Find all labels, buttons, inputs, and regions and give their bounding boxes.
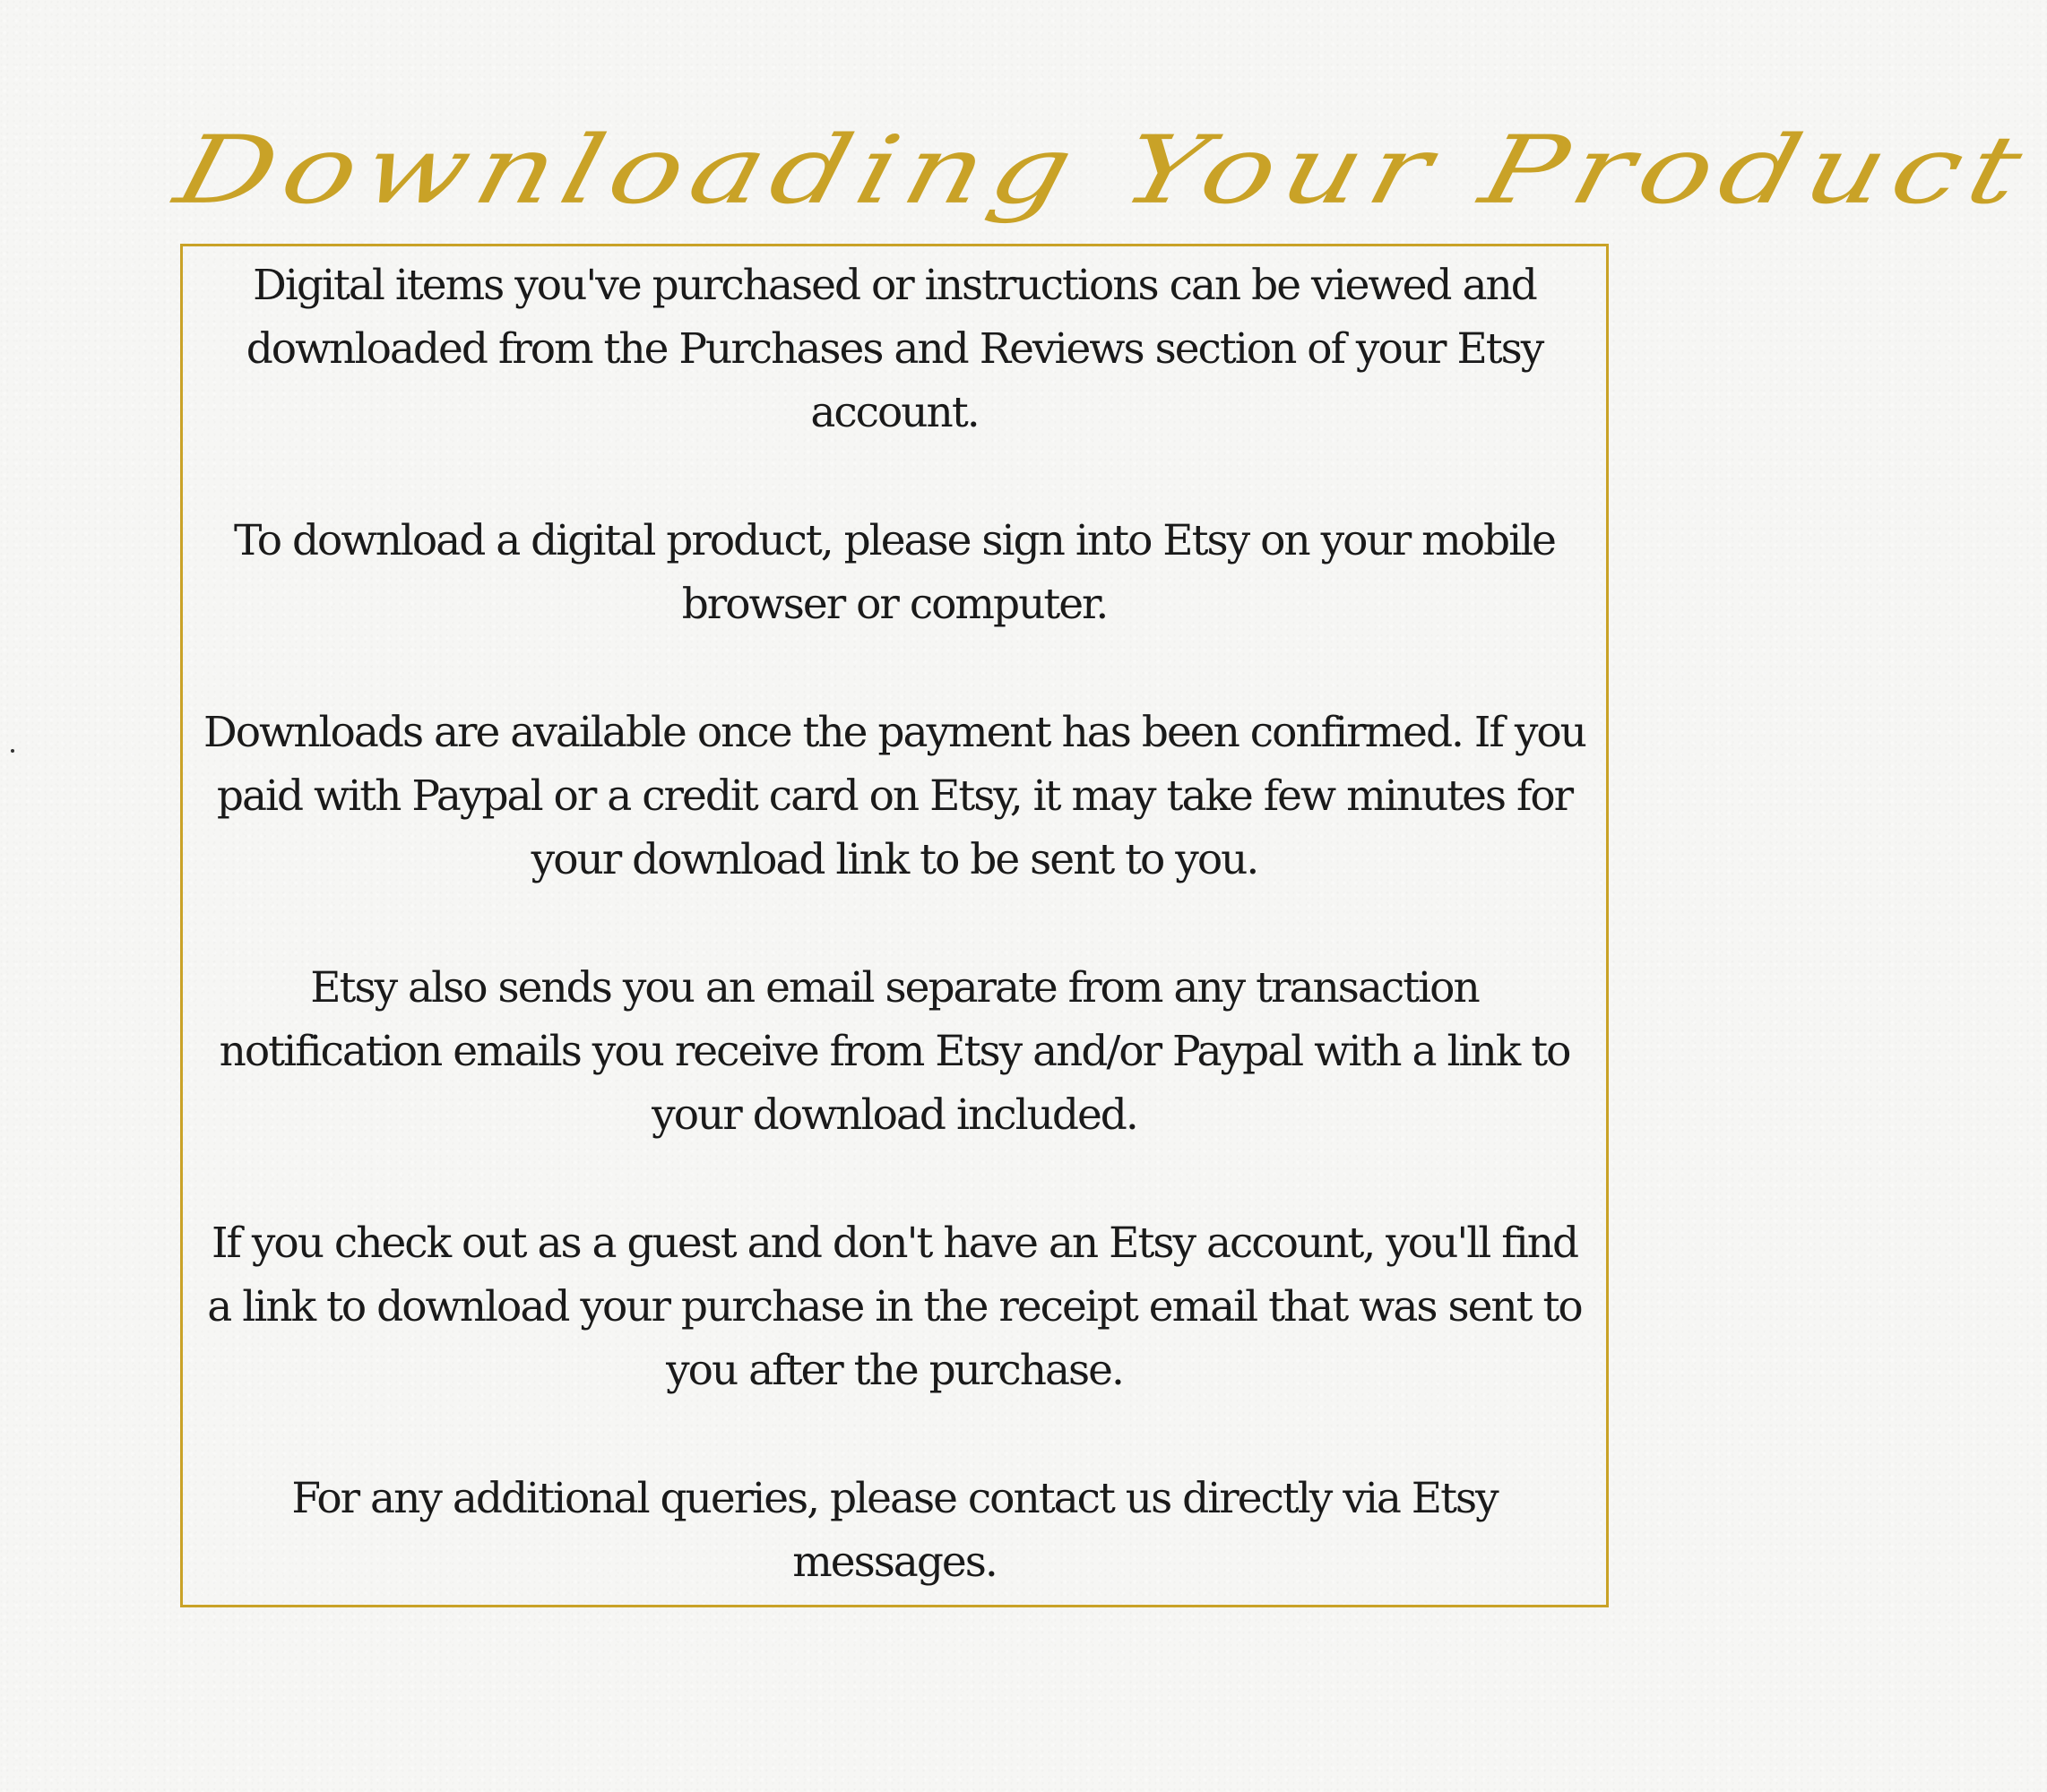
info-paragraph-contact: For any additional queries, please contact us directly via Etsy messages.	[291, 1474, 1498, 1587]
info-paragraph-sign-in: To download a digital product, please sign into Etsy on your mobile browser or computer.	[234, 516, 1555, 629]
info-paragraph-payment-confirmation: Downloads are available once the payment has been confirmed. If you paid with Paypal or a credit card on Etsy, it may take few minutes for your download link to be sent to you.	[203, 708, 1585, 884]
paper-speck	[11, 749, 14, 753]
info-paragraph-email-link: Etsy also sends you an email separate from any transaction notification emails you receive from Etsy and/or Paypal with a link to your download included.	[219, 963, 1570, 1140]
page-title: Downloading Your Product	[165, 116, 2042, 225]
info-paragraph-purchases-section: Digital items you've purchased or instructions can be viewed and downloaded from the Purchases and Reviews section of your Etsy account.	[246, 261, 1543, 437]
info-paragraph-guest-checkout: If you check out as a guest and don't have an Etsy account, you'll find a link to download your purchase in the receipt email that was sent to you after the purchase.	[207, 1219, 1582, 1395]
info-box	[180, 244, 1609, 1607]
